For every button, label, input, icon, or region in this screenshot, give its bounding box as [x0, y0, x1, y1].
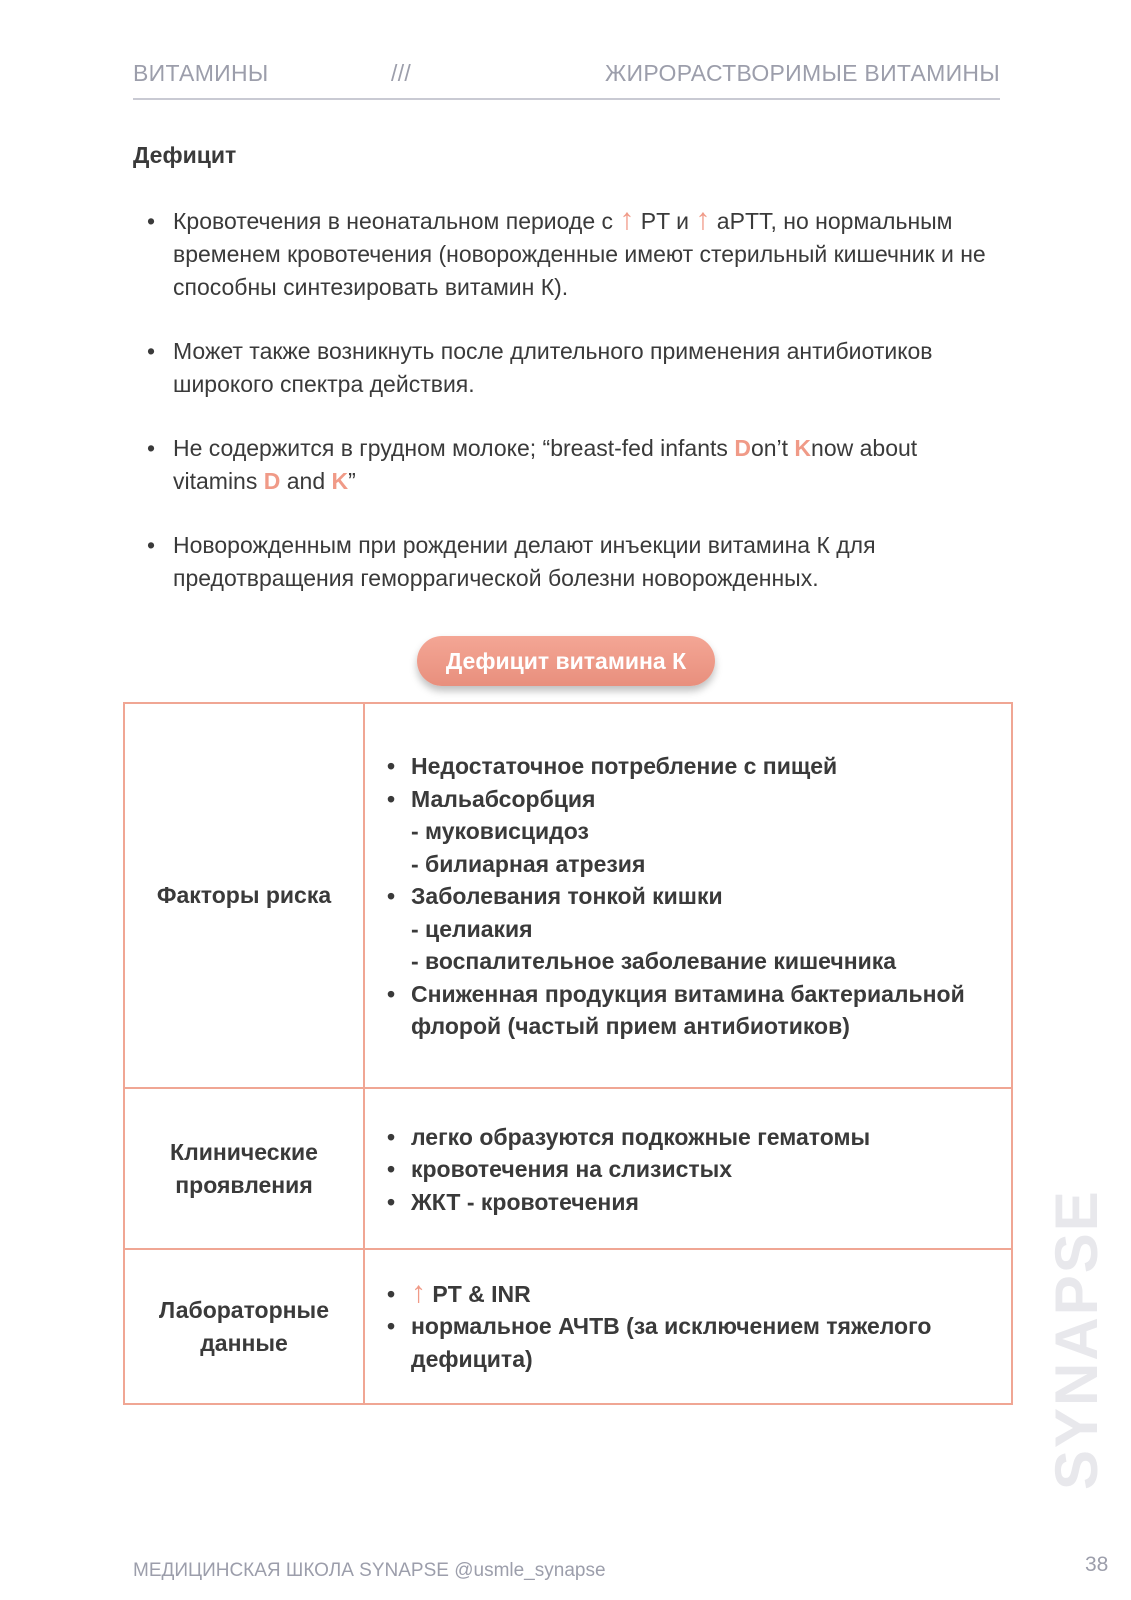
row-content-clinical [364, 1088, 1012, 1249]
page-footer: МЕДИЦИНСКАЯ ШКОЛА SYNAPSE @usmle_synapse [133, 1560, 606, 1581]
list-item: • Недостаточное потребление с пищей [387, 750, 1001, 783]
arrow-up-icon: ↑ [411, 1275, 426, 1309]
bullet-text: Не содержится в грудном молоке; “breast-fed infants [173, 435, 735, 461]
list-subitem: - муковисцидоз [411, 818, 589, 845]
list-subitem: - билиарная атрезия [411, 850, 646, 877]
bullet-neonatal-bleeding [147, 205, 1007, 304]
deficiency-bullet-list [147, 205, 1007, 626]
bullet-breast-milk [147, 432, 1007, 498]
list-subitem: - целиакия [411, 915, 533, 942]
list-item: • Мальабсорбция [387, 783, 1001, 816]
mnemonic-letter: K [331, 468, 349, 494]
row-label-lab: Лабораторные данные [124, 1249, 364, 1404]
row-content-lab [364, 1249, 1012, 1404]
bullet-text: aPTT, но нормальным временем кровотечения (новорожденные имеют стерильный кишечник и не способны синтезировать витамин К). [173, 208, 986, 300]
list-item: • кровотечения на слизистых [387, 1153, 1001, 1186]
synapse-watermark: SYNAPSE [1043, 1189, 1110, 1490]
bullet-text: and [280, 468, 332, 494]
row-label-clinical: Клинические проявления [124, 1088, 364, 1249]
table-row [124, 1249, 1012, 1404]
bullet-newborn-injection: • Новорожденным при рождении делают инъекции витамина К для предотвращения геморрагической болезни новорожденных. [147, 529, 1007, 595]
mnemonic-letter: D [734, 435, 751, 461]
section-title: Дефицит [133, 142, 237, 168]
list-item: • Заболевания тонкой кишки [387, 880, 1001, 913]
header-chapter: ВИТАМИНЫ [133, 60, 269, 86]
arrow-up-icon: ↑ [695, 203, 711, 236]
table-row [124, 703, 1012, 1088]
bullet-antibiotics: • Может также возникнуть после длительного применения антибиотиков широкого спектра действия. [147, 335, 1007, 401]
bullet-text: now about vitamins [173, 435, 918, 494]
row-content-risk-factors [364, 703, 1012, 1088]
list-item: • легко образуются подкожные гематомы [387, 1121, 1001, 1154]
row-label-risk-factors: Факторы риска [124, 703, 364, 1088]
bullet-text: Кровотечения в неонатальном периоде с [173, 208, 620, 234]
bullet-text: on’t [750, 435, 795, 461]
arrow-up-icon: ↑ [619, 203, 635, 236]
page-number: 38 [1085, 1553, 1109, 1576]
mnemonic-letter: K [794, 435, 812, 461]
list-item-text: PT & INR [426, 1280, 531, 1307]
table-title-pill: Дефицит витамина К [417, 636, 715, 686]
mnemonic-letter: D [263, 468, 281, 494]
list-subitem: - воспалительное заболевание кишечника [411, 948, 897, 975]
list-item: • нормальное АЧТВ (за исключением тяжелого дефицита) [387, 1310, 1001, 1375]
vitamin-k-deficiency-table [123, 702, 1013, 1405]
bullet-text: ” [348, 468, 356, 494]
list-item: • Сниженная продукция витамина бактериальной флорой (частый прием антибиотиков) [387, 978, 1001, 1043]
header-section: ЖИРОРАСТВОРИМЫЕ ВИТАМИНЫ [605, 60, 1000, 86]
table-row [124, 1088, 1012, 1249]
page-header [133, 56, 1000, 100]
header-separator: /// [391, 60, 412, 86]
bullet-text: PT и [634, 208, 696, 234]
list-item [387, 1275, 1001, 1311]
list-item: • ЖКТ - кровотечения [387, 1186, 1001, 1219]
